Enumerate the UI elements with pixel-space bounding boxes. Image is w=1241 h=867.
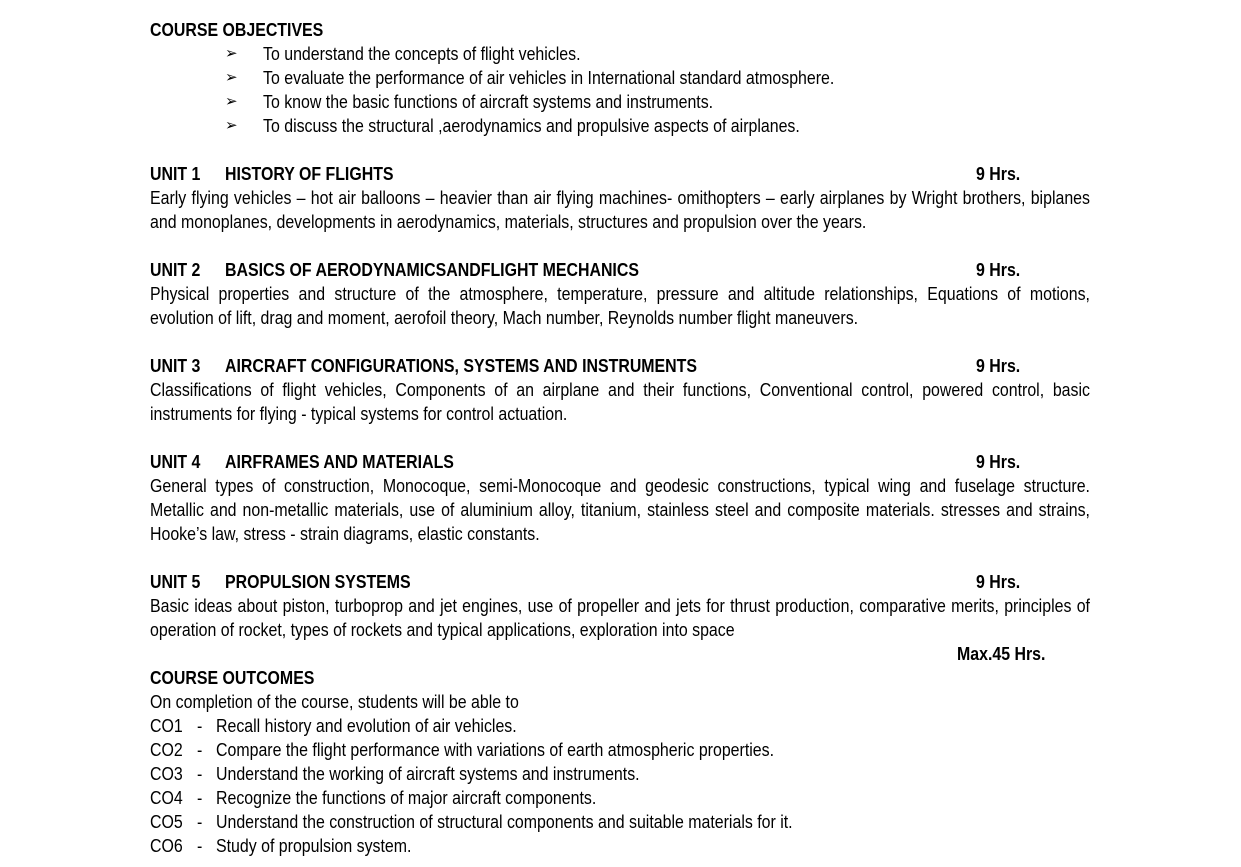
outcome-item: [150, 834, 1090, 858]
objective-item: [150, 42, 1090, 66]
objectives-list: [150, 42, 1090, 138]
unit-title: HISTORY OF FLIGHTS: [225, 163, 394, 184]
course-outcomes-intro-text: On completion of the course, students will be able to: [150, 691, 519, 712]
unit-content: Basic ideas about piston, turboprop and jet engines, use of propeller and jets for thrust production, comparative merits, principles of operation of rocket, types of rockets and typical applications, exploration into space: [150, 595, 1090, 640]
arrow-bullet-icon: ➢: [225, 93, 238, 110]
outcome-item: [150, 786, 1090, 810]
outcome-item: [150, 714, 1090, 738]
syllabus-page: [150, 18, 1090, 858]
course-outcomes-heading-text: COURSE OUTCOMES: [150, 667, 315, 688]
unit-title: AIRFRAMES AND MATERIALS: [225, 451, 454, 472]
outcome-separator: -: [197, 715, 203, 736]
outcome-separator: -: [197, 811, 203, 832]
outcome-id: CO6: [150, 835, 183, 856]
unit-section-2: [150, 258, 1090, 330]
unit-content: Classifications of flight vehicles, Components of an airplane and their functions, Conventional control, powered control, basic instruments for flying - typical systems for control actuation.: [150, 379, 1090, 424]
unit-title: BASICS OF AERODYNAMICSANDFLIGHT MECHANICS: [225, 259, 639, 280]
unit-heading: [150, 450, 1090, 474]
outcome-id: CO4: [150, 787, 183, 808]
objective-item: [150, 66, 1090, 90]
unit-section-1: [150, 162, 1090, 234]
outcome-text: Study of propulsion system.: [216, 835, 412, 856]
arrow-bullet-icon: ➢: [225, 117, 238, 134]
unit-heading: [150, 162, 1090, 186]
outcome-item: [150, 738, 1090, 762]
unit-hours: 9 Hrs.: [976, 259, 1021, 280]
unit-hours: 9 Hrs.: [976, 355, 1021, 376]
outcome-separator: -: [197, 787, 203, 808]
objective-text: To understand the concepts of flight vehicles.: [263, 43, 581, 64]
unit-content: Physical properties and structure of the atmosphere, temperature, pressure and altitude relationships, Equations of motions, evolution of lift, drag and moment, aerofoil theory, Mach number, Reynolds number flight maneuvers.: [150, 283, 1090, 328]
arrow-bullet-icon: ➢: [225, 69, 238, 86]
unit-content: General types of construction, Monocoque, semi-Monocoque and geodesic constructions, typical wing and fuselage structure. Metallic and non-metallic materials, use of aluminium alloy, titanium, stainless steel and composite materials. stresses and strains, Hooke’s law, stress - strain diagrams, elastic constants.: [150, 475, 1090, 544]
unit-heading: [150, 354, 1090, 378]
outcome-id: CO5: [150, 811, 183, 832]
unit-section-5: [150, 570, 1090, 642]
objective-item: [150, 90, 1090, 114]
outcomes-list: [150, 714, 1090, 858]
outcome-id: CO1: [150, 715, 183, 736]
course-outcomes-heading: [150, 666, 1090, 690]
outcome-item: [150, 810, 1090, 834]
outcome-text: Understand the construction of structural components and suitable materials for it.: [216, 811, 793, 832]
unit-number: UNIT 3: [150, 355, 201, 376]
unit-hours: 9 Hrs.: [976, 571, 1021, 592]
outcome-text: Recall history and evolution of air vehicles.: [216, 715, 517, 736]
unit-hours: 9 Hrs.: [976, 451, 1021, 472]
outcome-text: Recognize the functions of major aircraft components.: [216, 787, 597, 808]
objective-text: To know the basic functions of aircraft systems and instruments.: [263, 91, 714, 112]
unit-number: UNIT 2: [150, 259, 201, 280]
outcome-separator: -: [197, 739, 203, 760]
outcome-separator: -: [197, 763, 203, 784]
unit-title: AIRCRAFT CONFIGURATIONS, SYSTEMS AND INSTRUMENTS: [225, 355, 698, 376]
unit-number: UNIT 5: [150, 571, 201, 592]
unit-content: Early flying vehicles – hot air balloons – heavier than air flying machines- omithopters – early airplanes by Wright brothers, biplanes and monoplanes, developments in aerodynamics, materials, structures and propulsion over the years.: [150, 187, 1090, 232]
total-hours-line: [150, 642, 1090, 666]
objective-text: To discuss the structural ,aerodynamics and propulsive aspects of airplanes.: [263, 115, 800, 136]
unit-title: PROPULSION SYSTEMS: [225, 571, 411, 592]
unit-number: UNIT 1: [150, 163, 201, 184]
outcome-id: CO3: [150, 763, 183, 784]
outcome-separator: -: [197, 835, 203, 856]
unit-heading: [150, 258, 1090, 282]
outcome-text: Compare the flight performance with variations of earth atmospheric properties.: [216, 739, 775, 760]
course-objectives-heading-text: COURSE OBJECTIVES: [150, 19, 324, 40]
total-hours: Max.45 Hrs.: [957, 643, 1046, 664]
outcome-id: CO2: [150, 739, 183, 760]
outcome-item: [150, 762, 1090, 786]
course-outcomes-intro: [150, 690, 1090, 714]
unit-hours: 9 Hrs.: [976, 163, 1021, 184]
objective-text: To evaluate the performance of air vehicles in International standard atmosphere.: [263, 67, 835, 88]
unit-section-4: [150, 450, 1090, 546]
unit-heading: [150, 570, 1090, 594]
unit-section-3: [150, 354, 1090, 426]
objective-item: [150, 114, 1090, 138]
arrow-bullet-icon: ➢: [225, 45, 238, 62]
outcome-text: Understand the working of aircraft systems and instruments.: [216, 763, 640, 784]
unit-number: UNIT 4: [150, 451, 201, 472]
course-objectives-heading: [150, 18, 1090, 42]
